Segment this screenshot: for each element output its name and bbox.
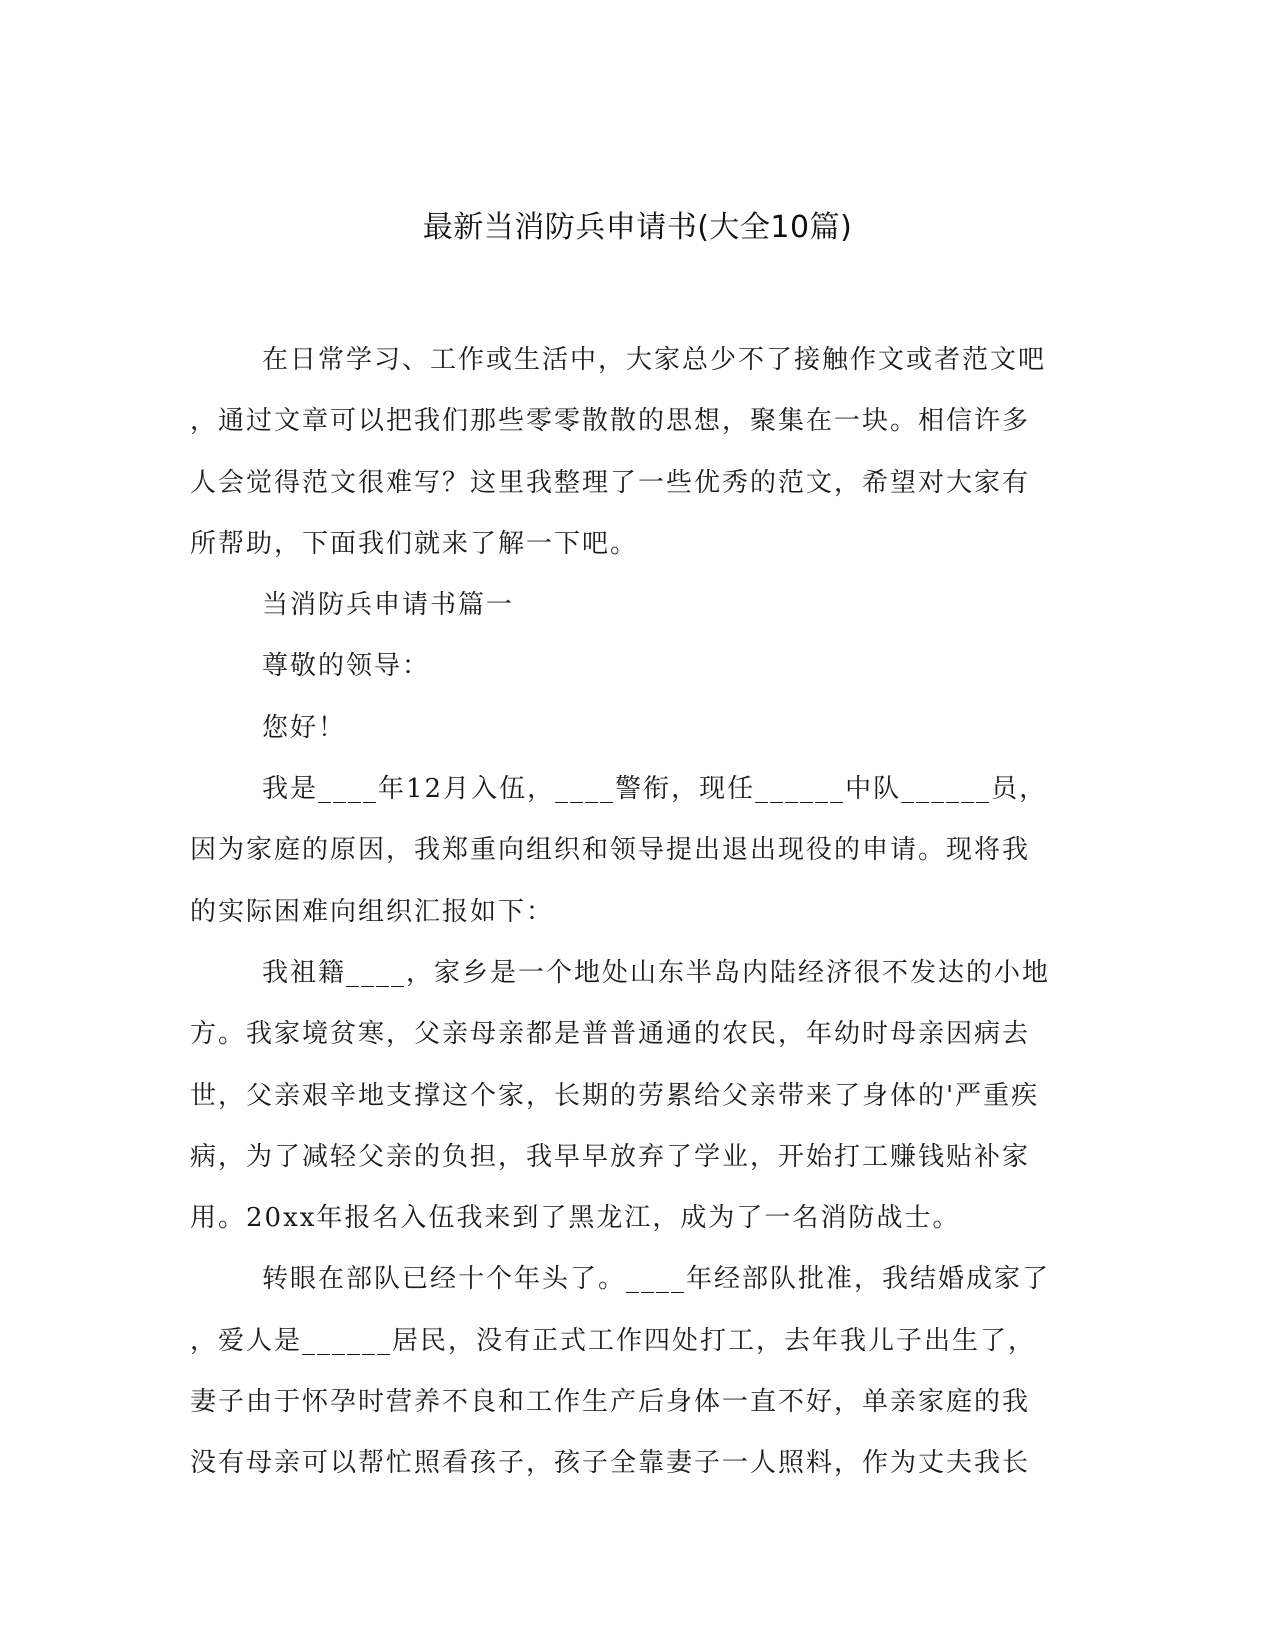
section-heading: 当消防兵申请书篇一	[262, 590, 515, 621]
text-line: 世，父亲艰辛地支撑这个家，长期的劳累给父亲带来了身体的'严重疾	[190, 1080, 1040, 1111]
text-line: 我是____年12月入伍，____警衔，现任______中队______员，	[262, 774, 1048, 805]
text-line: 转眼在部队已经十个年头了。____年经部队批准，我结婚成家了	[262, 1264, 1051, 1295]
text-line: 用。20xx年报名入伍我来到了黑龙江，成为了一名消防战士。	[190, 1203, 961, 1234]
text-line: 我祖籍____，家乡是一个地处山东半岛内陆经济很不发达的小地	[262, 957, 1051, 988]
text-line: 病，为了减轻父亲的负担，我早早放弃了学业，开始打工赚钱贴补家	[190, 1141, 1031, 1172]
text-line: ，通过文章可以把我们那些零零散散的思想，聚集在一块。相信许多	[190, 406, 1031, 437]
text-line: 所帮助，下面我们就来了解一下吧。	[190, 528, 639, 559]
text-line: 在日常学习、工作或生活中，大家总少不了接触作文或者范文吧	[262, 345, 1047, 375]
text-line: 方。我家境贫寒，父亲母亲都是普普通通的农民，年幼时母亲因病去	[190, 1019, 1031, 1050]
document-body	[190, 330, 1085, 1495]
text-line: 因为家庭的原因，我郑重向组织和领导提出退出现役的申请。现将我	[190, 835, 1031, 866]
salutation: 尊敬的领导：	[262, 651, 431, 682]
text-line: 人会觉得范文很难写？这里我整理了一些优秀的范文，希望对大家有	[190, 467, 1031, 498]
greeting: 您好！	[262, 712, 347, 743]
text-line: ，爱人是______居民，没有正式工作四处打工，去年我儿子出生了，	[190, 1325, 1037, 1356]
text-line: 妻子由于怀孕时营养不良和工作生产后身体一直不好，单亲家庭的我	[190, 1387, 1031, 1418]
document-title: 最新当消防兵申请书(大全10篇)	[422, 210, 853, 245]
text-line: 没有母亲可以帮忙照看孩子，孩子全靠妻子一人照料，作为丈夫我长	[190, 1448, 1031, 1479]
text-line: 的实际困难向组织汇报如下：	[190, 896, 555, 927]
